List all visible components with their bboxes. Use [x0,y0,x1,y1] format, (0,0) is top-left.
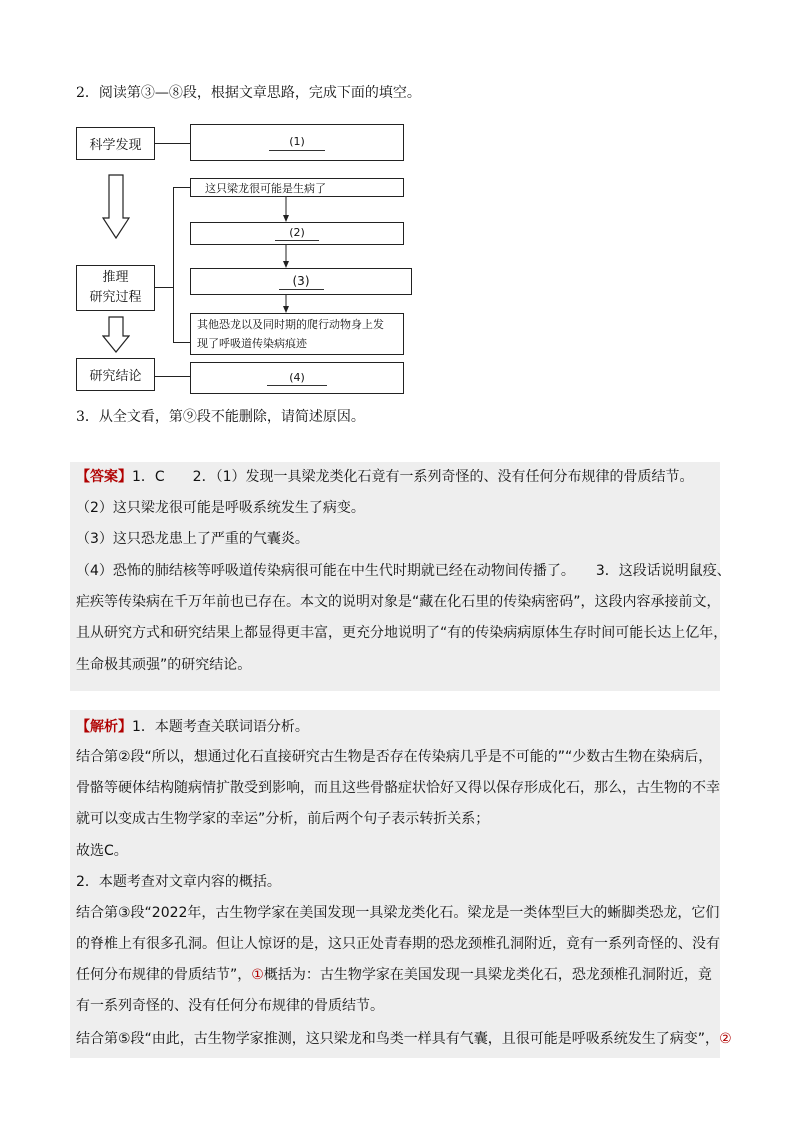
analysis-line-3: 骨骼等硬体结构随病情扩散受到影响，而且这些骨骼症状恰好又得以保存形成化石，那么，古生物的不幸 [76,780,720,796]
step-4-text-1: 其他恐龙以及同时期的爬行动物身上发 [197,318,384,331]
analysis-line-9: 任何分布规律的骨质结节”，①概括为：古生物学家在美国发现一具梁龙类化石，恐龙颈椎孔洞附近，竟 [76,967,712,983]
analysis-line-4: 就可以变成古生物学家的幸运”分析，前后两个句子表示转折关系； [76,811,490,827]
blank-2[interactable]: (2) [275,226,319,241]
analysis-line-11: 结合第⑤段“由此，古生物学家推测，这只梁龙和鸟类一样具有气囊，且很可能是呼吸系统发生了病变”，② [76,1031,732,1047]
question-3: 3．从全文看，第⑨段不能删除，请简述原因。 [76,409,365,425]
discovery-box [76,127,155,160]
blank-4[interactable]: (4) [267,371,327,386]
analysis-tag: 【解析】 [76,719,132,735]
answer-line-4: （4）恐怖的肺结核等呼吸道传染病很可能在中生代时期就已经在动物间传播了。 3．这段话说明鼠疫、 [76,563,731,579]
reasoning-label-1: 推理 [102,270,129,285]
reasoning-box [76,265,155,311]
down-arrow-icon [102,316,130,354]
blank-1-box [190,124,404,161]
analysis-line-6: 2．本题考查对文章内容的概括。 [76,874,281,890]
step-1-box [190,178,404,197]
analysis-line-8: 的脊椎上有很多孔洞。但让人惊讶的是，这只正处青春期的恐龙颈椎孔洞附近，竟有一系列奇怪的、没有 [76,936,720,952]
answer-tag: 【答案】 [76,469,132,485]
step-1-text: 这只梁龙很可能是生病了 [205,181,326,195]
step-4-text-2: 现了呼吸道传染病痕迹 [197,337,307,350]
down-arrow-icon [102,174,130,240]
arrow-down-icon [282,245,290,268]
step-4-box [190,313,404,355]
analysis-line-2: 结合第②段“所以，想通过化石直接研究古生物是否存在传染病几乎是不可能的”“少数古生物在染病后， [76,749,713,765]
answer-line-1: 【答案】1．C 2．（1）发现一具梁龙类化石竟有一系列奇怪的、没有任何分布规律的骨质结节。 [76,469,694,485]
conclusion-box [76,358,155,391]
analysis-line-1: 【解析】1．本题考查关联词语分析。 [76,719,309,735]
analysis-line-10: 有一系列奇怪的、没有任何分布规律的骨质结节。 [76,998,384,1014]
circle-number-1: ① [251,967,264,983]
blank-1[interactable]: (1) [269,135,325,151]
answer-line-5: 疟疾等传染病在千万年前也已存在。本文的说明对象是“藏在化石里的传染病密码”，这段内容承接前文， [76,594,721,610]
answer-line-6: 且从研究方式和研究结果上都显得更丰富，更充分地说明了“有的传染病病原体生存时间可能长达上亿年， [76,625,728,641]
arrow-down-icon [282,197,290,222]
circle-number-2: ② [719,1031,732,1047]
question-2: 2．阅读第③—⑧段，根据文章思路，完成下面的填空。 [76,85,421,101]
reasoning-label-2: 研究过程 [89,290,142,305]
blank-2-box [190,222,404,245]
discovery-label: 科学发现 [89,138,142,153]
answer-line-7: 生命极其顽强”的研究结论。 [76,657,252,673]
blank-3[interactable]: (3) [279,274,324,290]
analysis-line-5: 故选C。 [76,843,128,859]
conclusion-label: 研究结论 [89,369,142,384]
answer-line-2: （2）这只梁龙很可能是呼吸系统发生了病变。 [76,500,365,516]
arrow-down-icon [282,295,290,313]
blank-4-box [190,362,404,394]
blank-3-box [190,268,412,295]
answer-line-3: （3）这只恐龙患上了严重的气囊炎。 [76,531,309,547]
analysis-line-7: 结合第③段“2022年，古生物学家在美国发现一具梁龙类化石。梁龙是一类体型巨大的蜥脚类恐龙，它们 [76,905,720,921]
